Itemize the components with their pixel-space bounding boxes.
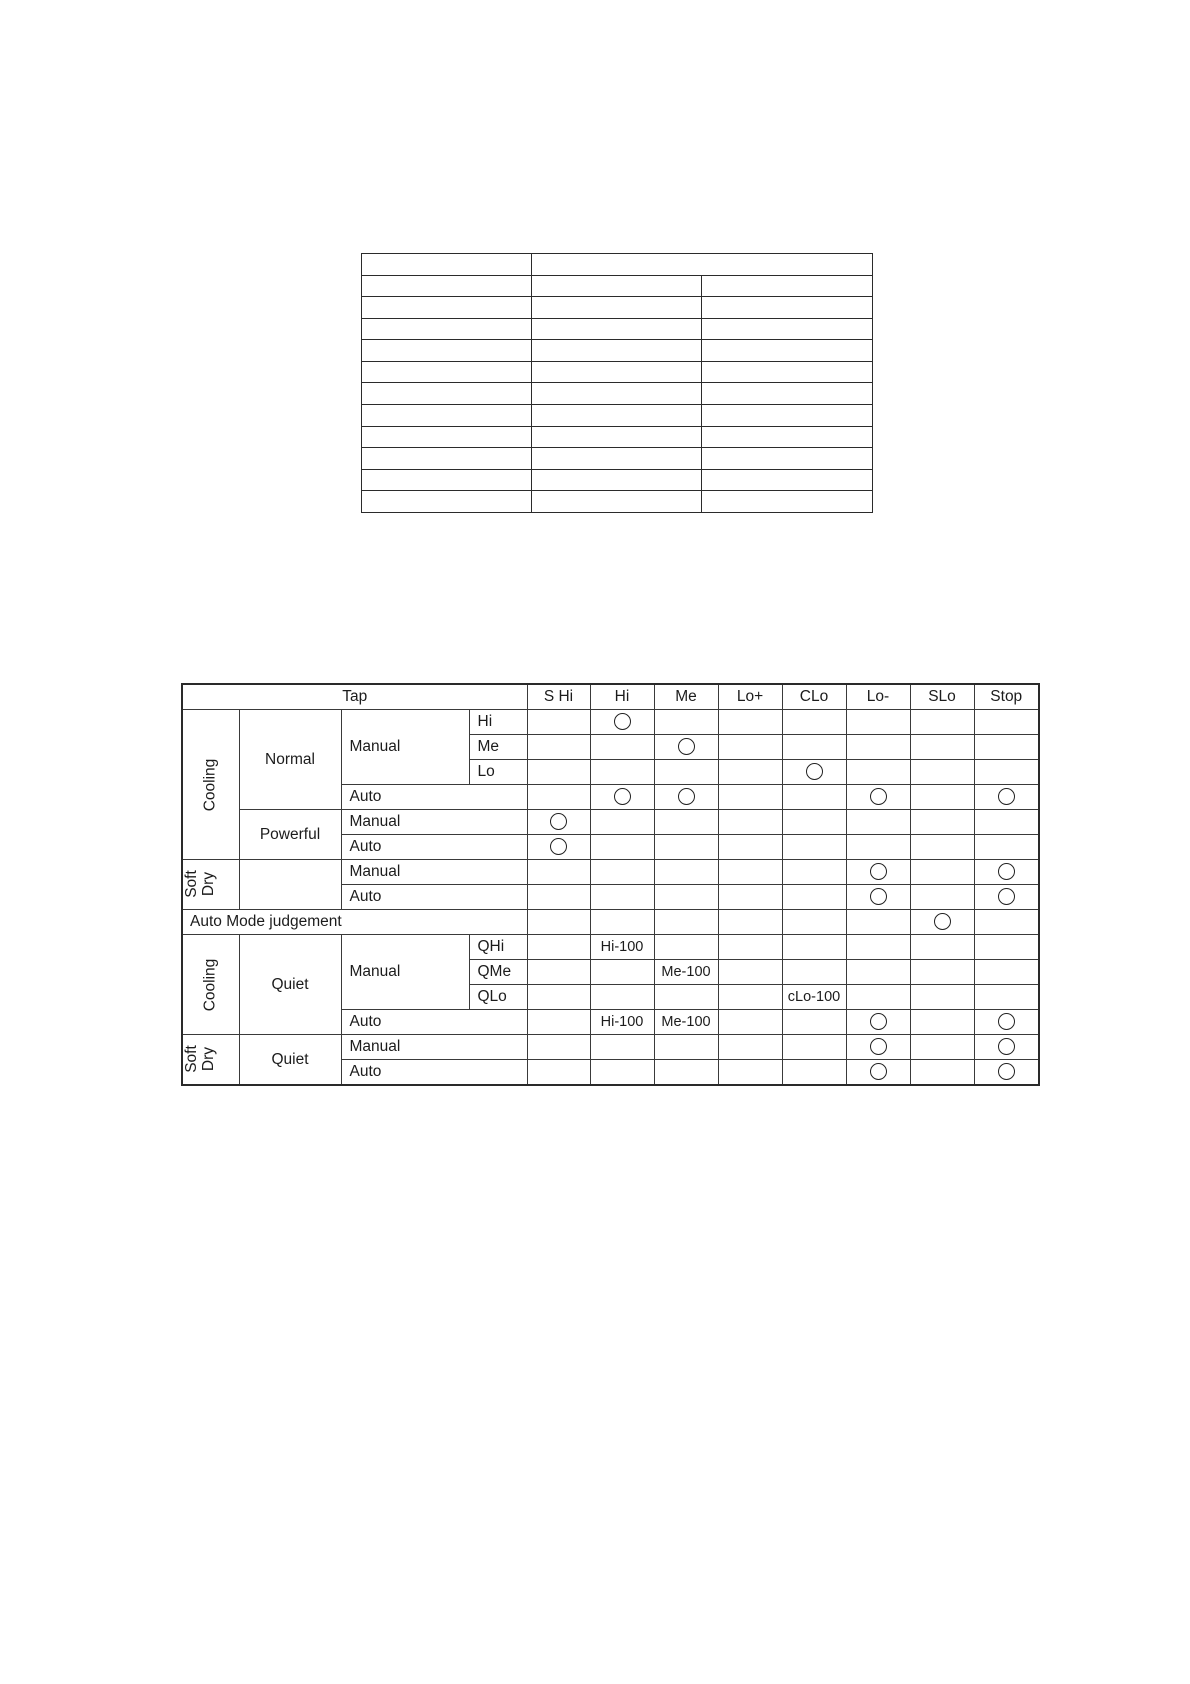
label-auto: Auto [341,1010,527,1035]
group-normal: Normal [239,710,341,810]
table-row [182,710,1039,735]
circle-mark [998,1063,1015,1080]
group-cooling: Cooling [182,710,239,860]
label-manual: Manual [341,935,469,1010]
circle-mark [678,738,695,755]
label-manual: Manual [341,710,469,785]
table-row [362,448,873,470]
header-slo: SLo [910,684,974,710]
label-lo: Lo [469,760,527,785]
fan-speed-table [181,683,1040,1086]
circle-mark [870,863,887,880]
circle-mark [998,863,1015,880]
table-row [362,318,873,340]
table-row [362,469,873,491]
label-manual: Manual [341,1035,527,1060]
circle-mark [678,788,695,805]
label-qlo: QLo [469,985,527,1010]
label-auto: Auto [341,885,527,910]
header-tap: Tap [182,684,527,710]
circle-mark [998,1038,1015,1055]
table-row [362,383,873,405]
table-row [362,254,873,276]
label-qme: QMe [469,960,527,985]
circle-mark [614,713,631,730]
table-row [362,405,873,427]
table-row [182,935,1039,960]
header-clo: CLo [782,684,846,710]
value-clo-100: cLo-100 [782,985,846,1010]
value-hi-100: Hi-100 [590,1010,654,1035]
table-row [182,1035,1039,1060]
group-quiet: Quiet [239,1035,341,1086]
table-row [362,275,873,297]
table-row [182,910,1039,935]
group-quiet: Quiet [239,935,341,1035]
label-qhi: QHi [469,935,527,960]
label-auto-mode-judgement: Auto Mode judgement [182,910,527,935]
table-row [362,340,873,362]
circle-mark [870,788,887,805]
label-hi: Hi [469,710,527,735]
group-powerful: Powerful [239,810,341,860]
table-row [362,426,873,448]
circle-mark [870,1038,887,1055]
label-manual: Manual [341,810,527,835]
circle-mark [998,788,1015,805]
table-row [362,361,873,383]
label-auto: Auto [341,835,527,860]
circle-mark [998,888,1015,905]
circle-mark [934,913,951,930]
group-soft-dry: Soft Dry [182,860,239,910]
circle-mark [806,763,823,780]
table-row [182,810,1039,835]
circle-mark [998,1013,1015,1030]
table-row [362,491,873,513]
header-lo-plus: Lo+ [718,684,782,710]
circle-mark [550,838,567,855]
circle-mark [870,1013,887,1030]
header-lo-minus: Lo- [846,684,910,710]
table-row [182,860,1039,885]
table-row [362,297,873,319]
circle-mark [870,888,887,905]
table-header-row [182,684,1039,710]
circle-mark [550,813,567,830]
header-stop: Stop [974,684,1039,710]
header-hi: Hi [590,684,654,710]
label-auto: Auto [341,1060,527,1086]
value-hi-100: Hi-100 [590,935,654,960]
label-manual: Manual [341,860,527,885]
group-soft-dry: Soft Dry [182,1035,239,1086]
circle-mark [870,1063,887,1080]
group-cooling: Cooling [182,935,239,1035]
header-me: Me [654,684,718,710]
header-s-hi: S Hi [527,684,590,710]
value-me-100: Me-100 [654,1010,718,1035]
value-me-100: Me-100 [654,960,718,985]
circle-mark [614,788,631,805]
empty-table [361,253,873,513]
label-me: Me [469,735,527,760]
label-auto: Auto [341,785,527,810]
